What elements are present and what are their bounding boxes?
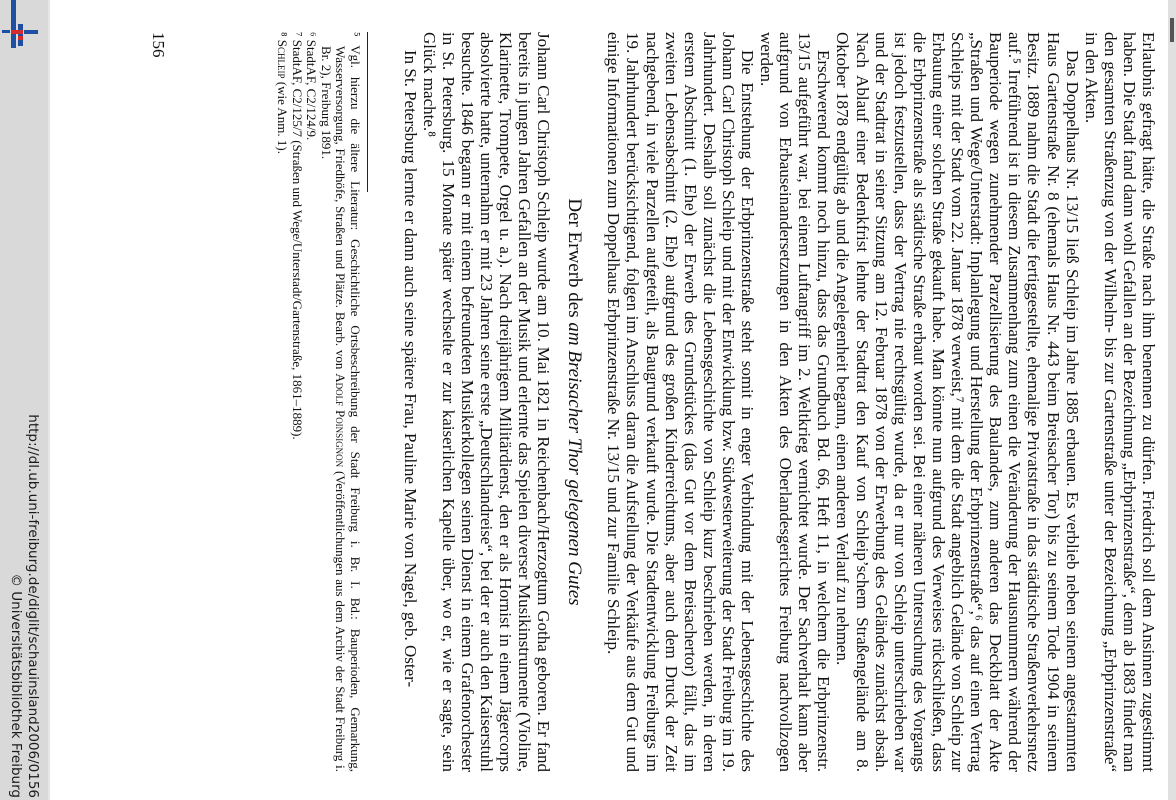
page-number: 156 — [149, 32, 168, 58]
footnote-5 — [318, 32, 362, 772]
scrollbar[interactable] — [1168, 0, 1176, 800]
footnote-8: ⁸ Schleip (wie Anm. 1). — [275, 32, 291, 154]
document-url[interactable]: http://dl.ub.uni-freiburg.de/diglit/schauinsland2006/0156 — [25, 414, 41, 798]
copyright-notice: © Universitätsbibliothek Freiburg — [8, 573, 24, 798]
section-heading — [565, 32, 584, 772]
footnote-5-tail: (Veröffentlichungen aus dem Archiv der Stadt Freiburg i. Br. 2), Freiburg 1891. — [318, 46, 349, 772]
scanned-page — [50, 0, 1168, 800]
footnote-5-text: ⁵ Vgl. hierzu die ältere Literatur: Geschichtliche Ortsbeschreibung der Stadt Freiburg i. Br. I. Bd.: Bauperioden, Gemarkung, Wasserversorgung, Friedhöfe, Straßen und Plätze. Bearb. von — [333, 32, 363, 772]
footnote-7: ⁷ StadtAF, C2/125/7 (Straßen und Wege/Unterstadt/Gartenstraße, 1861–1889). — [289, 32, 305, 440]
sidebar-caption — [0, 0, 48, 800]
paragraph-1: Erlaubnis gefragt hätte, die Straße nach ihm benennen zu dürfen. Friedrich soll dem Ansinnen zugestimmt haben. Die Stadt fand dann wohl Gefallen an der Bezeichnung „Erbprinzenstraße“, denn ab 1883 findet man den gesamten Straßenzug von der Wilhelm- bis zur Gartenstraße unter der Bezeichnung „Erbprinzenstraße“ in den Akten. — [1081, 32, 1158, 772]
footnote-5-author: Adolf Poinsignon — [333, 373, 349, 468]
paragraph-3: Erschwerend kommt noch hinzu, dass das Grundbuch Bd. 66, Heft 11, in welchem die Erbprinzenstr. 13/15 aufgeführt war, bei einem Luftangriff im 2. Weltkrieg vernichtet wurde. Der Sachverhalt kann aber aufgrund von Erbauseinandersetzungen in den Akten des Oberlandesgerichtes Freiburg nachvollzogen werden. — [757, 32, 834, 772]
section-heading-italic: am Breisacher Thor gelegenen Gutes — [564, 322, 586, 606]
footnote-6: ⁶ StadtAF, C2/124/9. — [304, 32, 320, 141]
paragraph-2: Das Doppelhaus Nr. 13/15 ließ Schleip im Jahre 1885 erbauen. Es verblieb neben seinem angestammten Haus Gartenstraße Nr. 8 (ehemals Haus Nr. 443 beim Breisacher Tor) bis zu seinem Tode 1904 in seinem Besitz. 1889 nahm die Stadt die fertiggestellte, ehemalige Privatstraße in das städtische Straßenverkehrsnetz auf.⁵ Irreführend ist in diesem Zusammenhang zum einen die Veränderung der Hausnummern während der Bauperiode wegen zunehmender Parzellisierung des Baulandes, zum anderen das Deckblatt der Akte „Straßen und Wege/Unterstadt: Inplanlegung und Herstellung der Erbprinzenstraße“,⁶ das auf einen Vertrag Schleips mit der Stadt vom 22. Januar 1878 verweist,⁷ mit dem die Stadt angeblich Gelände von Schleip zur Erbauung einer solchen Straße gekauft habe. Man könnte nun aufgrund des Verweises rückschließen, dass die Erbprinzenstraße als städtische Straße erbaut worden sei. Bei einer näheren Untersuchung des Vorgangs ist jedoch festzustellen, dass der Vertrag nie rechtsgültig wurde, da er nur von Schleip unterschrieben war und der Stadtrat in seiner Sitzung am 12. Februar 1878 von der Erwerbung des Geländes zunächst absah. Nach Ablauf einer Bedenkfrist lehnte der Stadtrat den Kauf von Schleip’schem Straßengelände am 8. Oktober 1878 endgültig ab und die Angelegenheit begann, einen anderen Verlauf zu nehmen. — [833, 32, 1082, 772]
section-heading-plain: Der Erwerb des — [564, 198, 586, 323]
page-content-rotated — [50, 0, 1168, 800]
footnote-8-tail: (wie Anm. 1). — [275, 78, 291, 154]
footnote-divider — [367, 32, 368, 192]
body-text — [400, 32, 1158, 772]
footnotes — [274, 32, 362, 772]
paragraph-6: In St. Petersburg lernte er dann auch seine spätere Frau, Pauline Marie von Nagel, geb. Oster- — [400, 50, 420, 688]
scrollbar-thumb[interactable] — [1170, 18, 1174, 42]
paragraph-4: Die Entstehung der Erbprinzenstraße steht somit in enger Verbindung mit der Lebensgeschichte des Johann Carl Christoph Schleip und mit der Entwicklung bzw. Südwesterweiterung der Stadt Freiburg im 19. Jahrhundert. Deshalb soll zunächst die Lebensgeschichte von Schleip kurz beschrieben werden, in deren erstem Abschnitt (1. Ehe) der Erwerb des Grundstückes (das Gut vor dem Breisachertor) fällt, das im zweiten Lebensabschnitt (2. Ehe) aufgrund des großen Kinderreichtums, aber auch dem Druck der Zeit nachgebend, in viele Parzellen aufgeteilt, als Baugrund verkauft wurde. Die Stadtentwicklung Freiburgs im 19. Jahrhundert berücksichtigend, folgen im Anschluss daran die Aufstellung der Verkäufe aus dem Gut und einige Informationen zum Doppelhaus Erbprinzenstraße Nr. 13/15 und zur Familie Schleip. — [604, 32, 758, 772]
viewer-sidebar — [0, 0, 48, 800]
footnote-8-author: Schleip — [275, 39, 291, 79]
paragraph-5: Johann Carl Christoph Schleip wurde am 10. Mai 1821 in Reichenbach/Herzogtum Gotha geboren. Er fand bereits in jungen Jahren Gefallen an der Musik und erlernte das Spielen diverser Musikinstrumente (Violine, Klarinette, Trompete, Orgel u. a.). Nach dreijährigem Militärdienst, den er als Hornist in einem Jägercorps absolvierte hatte, unternahm er mit 23 Jahren seine erste „Deutschlandreise“, bei der er auch den Kaiserstuhl besuchte. 1846 begann er mit einem befreundeten Musikerkollegen seinen Dienst in einem Grafenorchester in St. Petersburg. 15 Monate später wechselte er zur kaiserlichen Kapelle über, wo er, wie er sagte, sein Glück machte.⁸ — [419, 32, 554, 772]
